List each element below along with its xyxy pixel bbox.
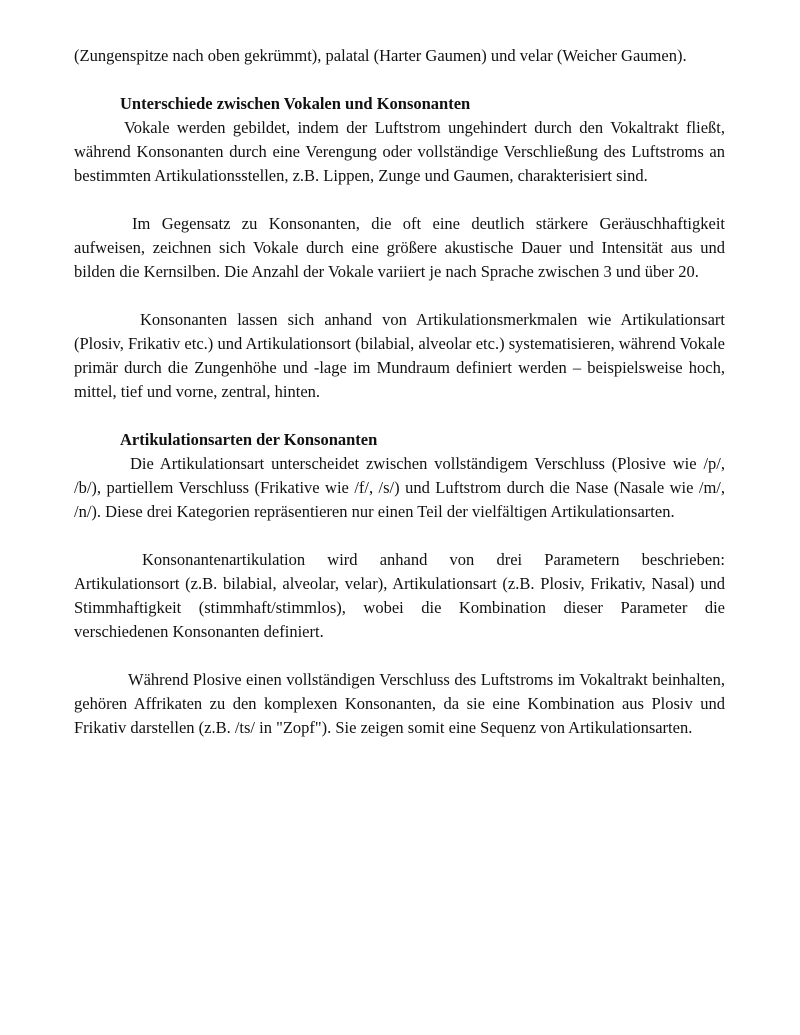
section-heading-vowels-consonants: Unterschiede zwischen Vokalen und Konsonanten (120, 94, 471, 113)
paragraph-articulation-features: Konsonanten lassen sich anhand von Artikulationsmerkmalen wie Artikulationsart (Plosiv, Frikativ etc.) und Artikulationsort (bilabial, alveolar etc.) systematisieren, während Vokale primär durch die Zungenhöhe und -lage im Mundraum definiert werden – beispielsweise hoch, mittel, tief und vorne, zentral, hinten. (74, 310, 725, 401)
spacer (74, 644, 725, 668)
section-heading-articulation-types: Artikulationsarten der Konsonanten (120, 430, 378, 449)
spacer (74, 68, 725, 92)
paragraph-vowel-formation: Vokale werden gebildet, indem der Luftstrom ungehindert durch den Vokaltrakt fließt, während Konsonanten durch eine Verengung oder vollständige Verschließung des Luftstroms an bestimmten Artikulationsstellen, z.B. Lippen, Zunge und Gaumen, charakterisiert sind. (74, 118, 725, 185)
intro-paragraph: (Zungenspitze nach oben gekrümmt), palatal (Harter Gaumen) und velar (Weicher Gaumen). (74, 46, 687, 65)
spacer (74, 404, 725, 428)
spacer (74, 284, 725, 308)
paragraph-vowel-acoustics: Im Gegensatz zu Konsonanten, die oft eine deutlich stärkere Geräuschhaftigkeit aufweisen, zeichnen sich Vokale durch eine größere akustische Dauer und Intensität aus und bilden die Kernsilben. Die Anzahl der Vokale variiert je nach Sprache zwischen 3 und über 20. (74, 214, 725, 281)
spacer (74, 188, 725, 212)
paragraph-affricates: Während Plosive einen vollständigen Verschluss des Luftstroms im Vokaltrakt beinhalten, gehören Affrikaten zu den komplexen Konsonanten, da sie eine Kombination aus Plosiv und Frikativ darstellen (z.B. /ts/ in "Zopf"). Sie zeigen somit eine Sequenz von Artikulationsarten. (74, 670, 725, 737)
spacer (74, 524, 725, 548)
paragraph-articulation-types: Die Artikulationsart unterscheidet zwischen vollständigem Verschluss (Plosive wie /p/, /b/), partiellem Verschluss (Frikative wie /f/, /s/) und Luftstrom durch die Nase (Nasale wie /m/, /n/). Diese drei Kategorien repräsentieren nur einen Teil der vielfältigen Artikulationsarten. (74, 454, 725, 521)
document-page (74, 44, 725, 740)
paragraph-consonant-parameters: Konsonantenartikulation wird anhand von drei Parametern beschrieben: Artikulationsort (z.B. bilabial, alveolar, velar), Artikulationsart (z.B. Plosiv, Frikativ, Nasal) und Stimmhaftigkeit (stimmhaft/stimmlos), wobei die Kombination dieser Parameter die verschiedenen Konsonanten definiert. (74, 550, 725, 641)
